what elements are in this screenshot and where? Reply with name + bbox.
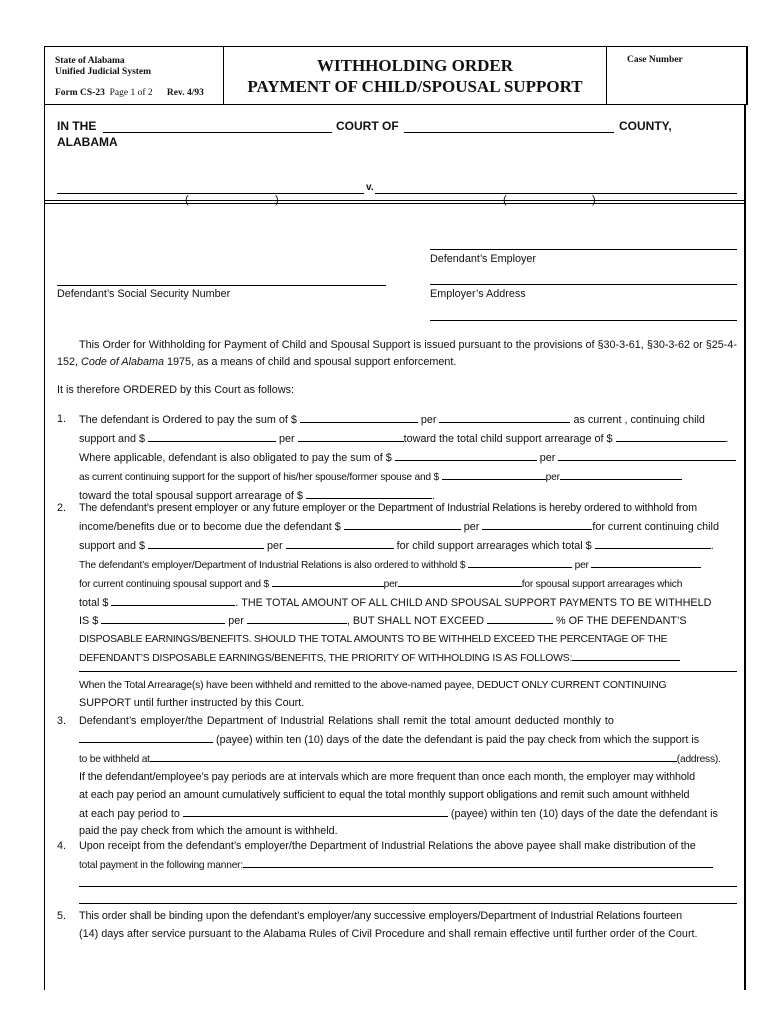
- item-2-deduct-line: When the Total Arrearage(s) have been withheld and remitted to the above-named payee, DEDUCT ONLY CURRENT CONTINUING: [79, 680, 667, 691]
- state-label: State of Alabama: [55, 56, 125, 66]
- spousal-support-amount-field[interactable]: [395, 449, 537, 461]
- item-3-paid-line: paid the pay check from which the amount is withheld.: [79, 825, 338, 838]
- per-label: per: [279, 432, 295, 445]
- item-2-total-label: total $: [79, 596, 109, 609]
- item-4-receipt-line: Upon receipt from the defendant’s employer/the Department of Industrial Relations the above payee shall make distribution of the: [79, 840, 696, 852]
- item-5-binding-line: This order shall be binding upon the defendant’s employer/any successive employers/Department of Industrial Relations fourteen: [79, 910, 682, 922]
- caption-rule-bottom: [44, 203, 746, 204]
- employer-address-field-1[interactable]: [430, 284, 737, 285]
- child-arrearage-payment-field[interactable]: [148, 430, 276, 442]
- item-2-number: 2.: [57, 502, 67, 514]
- withhold-spousal-arrearage-period-field[interactable]: [398, 575, 522, 587]
- item-3-number: 3.: [57, 715, 67, 727]
- item-1-text: [79, 411, 737, 506]
- defendant-paren-close: ): [592, 194, 596, 206]
- caption-rule-top: [44, 200, 746, 201]
- withhold-spousal-arrearage-field[interactable]: [272, 575, 384, 587]
- item-2-current-child-label: for current continuing child: [592, 520, 719, 533]
- revision: Rev. 4/93: [166, 88, 204, 98]
- distribution-line-3[interactable]: [79, 903, 737, 904]
- court-name-field[interactable]: [103, 132, 332, 133]
- spousal-arrearage-payment-field[interactable]: [442, 468, 546, 480]
- county-name-field[interactable]: [404, 132, 614, 133]
- item-2-child-arrearage-label: for child support arrearages which total $: [396, 539, 592, 552]
- item-1-spousal-arrearage-label: toward the total spousal support arrearage of $: [79, 489, 303, 502]
- defendant-paren-open: (: [503, 194, 507, 206]
- page-border-left: [44, 104, 45, 990]
- item-1-number: 1.: [57, 413, 67, 425]
- item-3-cumulative-line: at each pay period an amount cumulatively sufficient to equal the total monthly support obligations and remit such amount withheld: [79, 788, 690, 801]
- versus-label: v.: [366, 182, 374, 193]
- item-3-each-period-label: at each pay period to: [79, 807, 180, 820]
- intro-text-a: This Order for Withholding for Payment of Child and Spousal Support is issued pursuant to the provisions of §30-3-61, §30-3-62 or §25-4-152,: [57, 339, 737, 368]
- item-2-percent-label: % OF THE DEFENDANT’S: [556, 615, 687, 628]
- system-label: Unified Judicial System: [55, 67, 152, 77]
- item-1-current-label: as current , continuing child: [573, 414, 705, 426]
- total-spousal-arrearage-field[interactable]: [111, 594, 235, 606]
- withholding-priority-field[interactable]: [572, 649, 680, 661]
- item-1-support-label: support and $: [79, 432, 146, 445]
- item-5-effective-line: (14) days after service pursuant to the Alabama Rules of Civil Procedure and shall remain effective until further order of the Court.: [79, 927, 698, 940]
- total-withheld-period-field[interactable]: [247, 612, 347, 624]
- item-2-deduct-text: [79, 677, 737, 713]
- form-code: Form CS-23: [55, 88, 105, 98]
- ordered-statement: It is therefore ORDERED by this Court as follows:: [57, 384, 295, 396]
- spousal-arrearage-total-field[interactable]: [306, 487, 432, 499]
- item-2-priority-label: DEFENDANT’S DISPOSABLE EARNINGS/BENEFITS, THE PRIORITY OF WITHHOLDING IS AS FOLLOWS:: [79, 653, 573, 665]
- item-5-number: 5.: [57, 910, 67, 922]
- withhold-spousal-current-period-field[interactable]: [591, 556, 701, 568]
- alabama-label: ALABAMA: [57, 135, 118, 149]
- child-arrearage-total-field[interactable]: [616, 430, 726, 442]
- item-3-payee-label: (payee) within ten (10) days of the date the defendant is paid the pay check from which the support is: [216, 733, 700, 746]
- item-3-address-label: (address).: [676, 753, 721, 765]
- item-1-spousal-label: Where applicable, defendant is also obligated to pay the sum of $: [79, 451, 392, 464]
- period-mark: .: [710, 539, 714, 552]
- item-2-spousal-arrearage-label: for spousal support arrearages which: [521, 578, 683, 590]
- per-label: per: [267, 539, 283, 552]
- max-percentage-field[interactable]: [487, 612, 553, 624]
- defendant-field[interactable]: [375, 193, 737, 194]
- item-2-is-label: IS $: [79, 615, 99, 628]
- item-2-total-withheld-label: . THE TOTAL AMOUNT OF ALL CHILD AND SPOUSAL SUPPORT PAYMENTS TO BE WITHHELD: [235, 596, 712, 609]
- item-2-not-exceed-label: , BUT SHALL NOT EXCEED: [346, 615, 485, 628]
- court-of-label: COURT OF: [336, 119, 399, 133]
- form-title-line2: PAYMENT OF CHILD/SPOUSAL SUPPORT: [247, 77, 583, 96]
- employer-field[interactable]: [430, 249, 737, 250]
- ssn-label: Defendant’s Social Security Number: [57, 288, 231, 300]
- period-mark: .: [725, 432, 729, 445]
- child-arrearage-sum-field[interactable]: [595, 537, 711, 549]
- per-label: per: [228, 615, 244, 628]
- page-count: Page 1 of 2: [109, 88, 153, 98]
- item-4-manner-label: total payment in the following manner:: [79, 859, 243, 871]
- item-4-number: 4.: [57, 840, 67, 852]
- form-number: [55, 88, 204, 98]
- item-2-support-label: support and $: [79, 539, 146, 552]
- withhold-child-arrearage-period-field[interactable]: [286, 537, 394, 549]
- item-3-pay-periods-line: If the defendant/employee’s pay periods are at intervals which are more frequent than once each month, the employer may withhold: [79, 770, 695, 783]
- child-arrearage-period-field[interactable]: [298, 430, 404, 442]
- item-2-text: [79, 500, 737, 668]
- withhold-child-arrearage-field[interactable]: [148, 537, 264, 549]
- spousal-arrearage-period-field[interactable]: [560, 468, 682, 480]
- distribution-line-2[interactable]: [79, 886, 737, 887]
- item-3-periodic-payee-label: (payee) within ten (10) days of the date the defendant is: [450, 807, 718, 820]
- item-3-text: [79, 713, 737, 841]
- item-2-until-line: SUPPORT until further instructed by this Court.: [79, 696, 305, 709]
- distribution-manner-field[interactable]: [243, 856, 713, 868]
- item-5-text: [79, 908, 737, 944]
- child-support-amount-field[interactable]: [300, 411, 418, 423]
- per-label: per: [545, 471, 560, 483]
- item-2-disposable-line: DISPOSABLE EARNINGS/BENEFITS. SHOULD THE TOTAL AMOUNTS TO BE WITHHELD EXCEED THE PERCENTAGE OF THE: [79, 634, 668, 646]
- plaintiff-field[interactable]: [57, 193, 364, 194]
- ssn-field[interactable]: [57, 285, 386, 286]
- item-3-withheld-at-label: to be withheld at: [79, 753, 150, 765]
- payee-field[interactable]: [79, 731, 213, 743]
- item-2-line-1: The defendant’s present employer or any future employer or the Department of Industrial Relations is hereby ordered to withhold from: [79, 502, 697, 514]
- item-4-text: [79, 838, 737, 875]
- withhold-spousal-current-field[interactable]: [468, 556, 572, 568]
- per-label: per: [574, 559, 589, 571]
- intro-code-citation: Code of Alabama: [81, 356, 165, 368]
- intro-text-b: 1975, as a means of child and spousal support enforcement.: [164, 356, 457, 368]
- item-1-sum-label: The defendant is Ordered to pay the sum of $: [79, 414, 297, 426]
- per-label: per: [383, 578, 398, 590]
- form-title-line1: WITHHOLDING ORDER: [317, 56, 513, 75]
- case-number-label: Case Number: [627, 55, 683, 65]
- per-label: per: [420, 414, 437, 426]
- child-support-period-field[interactable]: [439, 411, 570, 423]
- intro-paragraph: [57, 337, 737, 371]
- total-withheld-amount-field[interactable]: [101, 612, 225, 624]
- item-2-spousal-current-label: for current continuing spousal support and $: [79, 578, 269, 590]
- item-2-income-label: income/benefits due or to become due the defendant $: [79, 520, 341, 533]
- per-label: per: [463, 520, 480, 533]
- spousal-support-period-field[interactable]: [558, 449, 736, 461]
- employer-address-label: Employer’s Address: [430, 288, 526, 300]
- item-3-remit-line: Defendant’s employer/the Department of Industrial Relations shall remit the total amount deducted monthly to: [79, 715, 614, 727]
- period-mark: .: [431, 489, 435, 502]
- item-1-arrearage-label: toward the total child support arrearage of $: [403, 432, 613, 445]
- header-divider-right: [606, 46, 607, 104]
- plaintiff-paren-open: (: [185, 194, 189, 206]
- employer-label: Defendant’s Employer: [430, 253, 537, 265]
- in-the-label: IN THE: [57, 119, 97, 133]
- employer-address-field-2[interactable]: [430, 320, 737, 321]
- per-label: per: [539, 451, 556, 464]
- item-1-spouse-label: as current continuing support for the support of his/her spouse/former spouse and $: [79, 471, 439, 483]
- periodic-payee-field[interactable]: [183, 805, 448, 817]
- county-label: COUNTY,: [619, 119, 672, 133]
- withhold-child-current-period-field[interactable]: [482, 518, 592, 530]
- page-border-right: [744, 104, 746, 990]
- payee-address-field[interactable]: [150, 750, 677, 762]
- withhold-child-current-field[interactable]: [344, 518, 461, 530]
- withholding-priority-line-2[interactable]: [79, 671, 737, 672]
- plaintiff-paren-close: ): [275, 194, 279, 206]
- item-2-withhold-spousal-label: The defendant’s employer/Department of Industrial Relations is also ordered to withhold $: [79, 559, 466, 571]
